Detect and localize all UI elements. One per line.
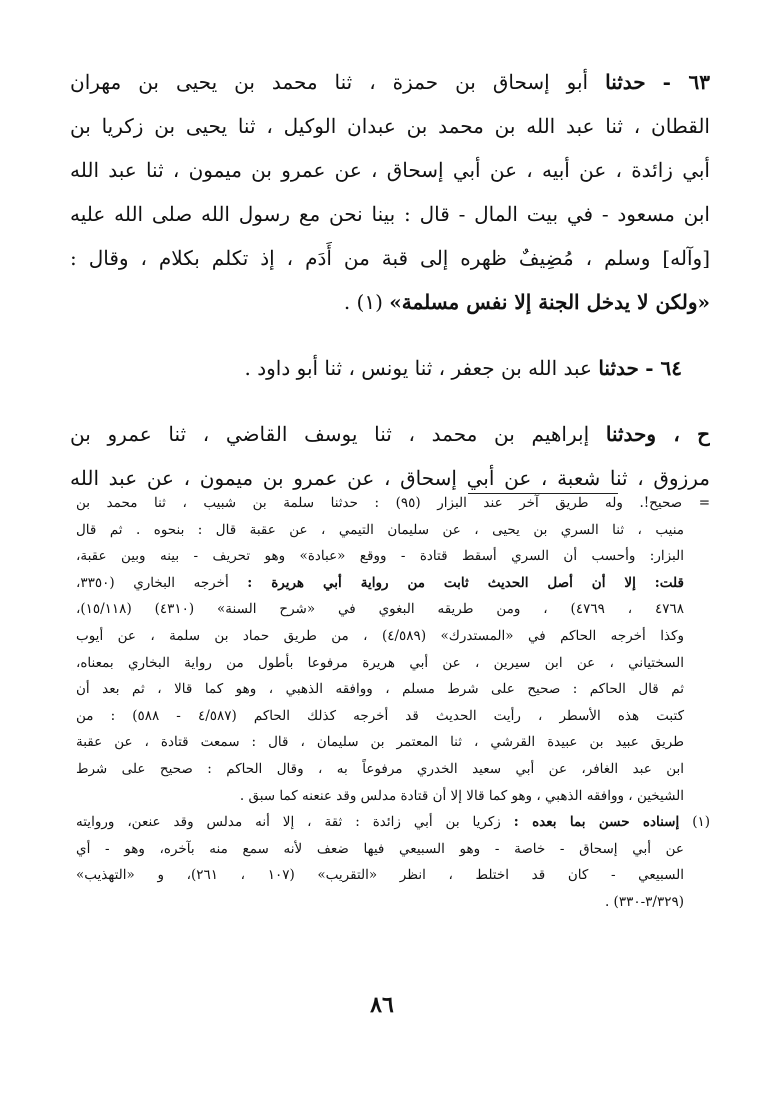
footnote-1-bold: إسناده حسن بما بعده : bbox=[513, 814, 680, 831]
hadith-63-lead: حدثنا bbox=[605, 70, 646, 94]
paragraph-gap bbox=[70, 390, 710, 412]
hadith-64-number: ٦٤ - bbox=[645, 356, 682, 380]
hadith-63-quote: «ولكن لا يدخل الجنة إلا نفس مسلمة» bbox=[389, 290, 710, 314]
hadith-63-line-4: ابن مسعود - في بيت المال - قال : بينا نحن مع رسول الله صلى الله عليه bbox=[70, 202, 710, 226]
hadith-63-number: ٦٣ - bbox=[662, 70, 710, 94]
hadith-63-line-5: [وآله] وسلم ، مُضِيفٌ ظهره إلى قبة من أَدَم ، إذ تكلم بكلام ، وقال : bbox=[70, 246, 710, 270]
hadith-63-line-1 bbox=[70, 60, 710, 104]
qult-rest: أخرجه البخاري (٣٣٥٠، bbox=[76, 574, 229, 591]
footnote-line: كتبت هذه الأسطر ، رأيت الحديث قد أخرجه كذلك الحاكم (٤/٥٨٧ - ٥٨٨) : من bbox=[76, 707, 684, 724]
hadith-64b-line-2: مرزوق ، ثنا شعبة ، عن أبي إسحاق ، عن عمرو بن ميمون ، عن عبد الله bbox=[70, 466, 710, 490]
hadith-64-lead: حدثنا bbox=[598, 356, 639, 380]
footnote-line: طريق عبيد بن عبيدة القرشي ، ثنا المعتمر بن سليمان ، قال : سمعت قتادة ، عن عقبة bbox=[76, 734, 684, 751]
hadith-63-line-3: أبي زائدة ، عن أبيه ، عن أبي إسحاق ، عن عمرو بن ميمون ، ثنا عبد الله bbox=[70, 158, 710, 182]
hadith-64b-text: إبراهيم بن محمد ، ثنا يوسف القاضي ، ثنا عمرو بن bbox=[70, 422, 590, 446]
hadith-63-line-2: القطان ، ثنا عبد الله بن محمد بن عبدان الوكيل ، ثنا يحيى بن زكريا بن bbox=[70, 114, 710, 138]
hadith-64-text: عبد الله بن جعفر ، ثنا يونس ، ثنا أبو داود . bbox=[244, 356, 592, 380]
hadith-64-line-1 bbox=[70, 346, 710, 390]
footnote-line: وكذا أخرجه الحاكم في «المستدرك» (٤/٥٨٩) ، من طريق حماد بن سلمة ، عن أيوب bbox=[76, 627, 684, 644]
footnote-1-marker: (١) bbox=[692, 814, 710, 831]
footnote-line: منيب ، ثنا السري بن يحيى ، عن سليمان التيمي ، عن عقبة قال : بنحوه . ثم قال bbox=[76, 521, 684, 538]
footnote-line: البزار: وأحسب أن السري أسقط قتادة - ووقع «عبادة» وهو تحريف - بينه وبين عقبة، bbox=[76, 548, 684, 565]
hadith-64b-line-1 bbox=[70, 412, 710, 456]
footnote-line: ٤٧٦٨ ، ٤٧٦٩) ، ومن طريقه البغوي في «شرح السنة» (٤٣١٠) (١٥/١١٨)، bbox=[76, 601, 684, 618]
main-text bbox=[70, 60, 710, 500]
footnotes bbox=[76, 490, 710, 916]
paragraph-gap bbox=[70, 324, 710, 346]
hadith-63-text: أبو إسحاق بن حمزة ، ثنا محمد بن يحيى بن مهران bbox=[70, 70, 589, 94]
footnote-line bbox=[76, 570, 710, 597]
footnote-1-line: (٣/٣٢٩-٣٣٠) . bbox=[604, 893, 684, 910]
hadith-63-line-6 bbox=[70, 280, 710, 324]
footnote-1-line-1 bbox=[76, 809, 710, 836]
footnote-line: = صحيح!. وله طريق آخر عند البزار (٩٥) : حدثنا سلمة بن شبيب ، ثنا محمد بن bbox=[76, 495, 710, 511]
footnote-1-line: السبيعي - كان قد اختلط ، انظر «التقريب» (١٠٧ ، ٢٦١)، و «التهذيب» bbox=[76, 867, 684, 884]
footnote-line: ابن عبد الغافر، عن أبي سعيد الخدري مرفوعاً به ، وقال الحاكم : صحيح على شرط bbox=[76, 760, 684, 777]
footnote-line: السختياني ، عن ابن سيرين ، عن أبي هريرة مرفوعا بأطول من رواية البخاري بمعناه، bbox=[76, 654, 684, 671]
footnote-1-line: عن أبي إسحاق - خاصة - وهو السبيعي فيها ضعف لأنه سمع منه بآخره، وهو - أي bbox=[76, 840, 684, 857]
hadith-64b-lead: ح ، وحدثنا bbox=[605, 422, 710, 446]
footnote-ref-1: (١) . bbox=[343, 290, 383, 314]
page-number: ٨٦ bbox=[370, 992, 394, 1018]
footnote-line: ثم قال الحاكم : صحيح على شرط مسلم ، ووافقه الذهبي ، وهو كما قالا ، ثم بعد أن bbox=[76, 681, 684, 698]
footnote-1-text: زكريا بن أبي زائدة : ثقة ، إلا أنه مدلس وقد عنعن، وروايته bbox=[76, 814, 501, 831]
qult-bold: قلت: إلا أن أصل الحديث ثابت من رواية أبي هريرة : bbox=[247, 574, 684, 591]
footnote-line: الشيخين ، ووافقه الذهبي ، وهو كما قالا إلا أن قتادة مدلس وقد عنعنه كما سبق . bbox=[239, 787, 684, 804]
